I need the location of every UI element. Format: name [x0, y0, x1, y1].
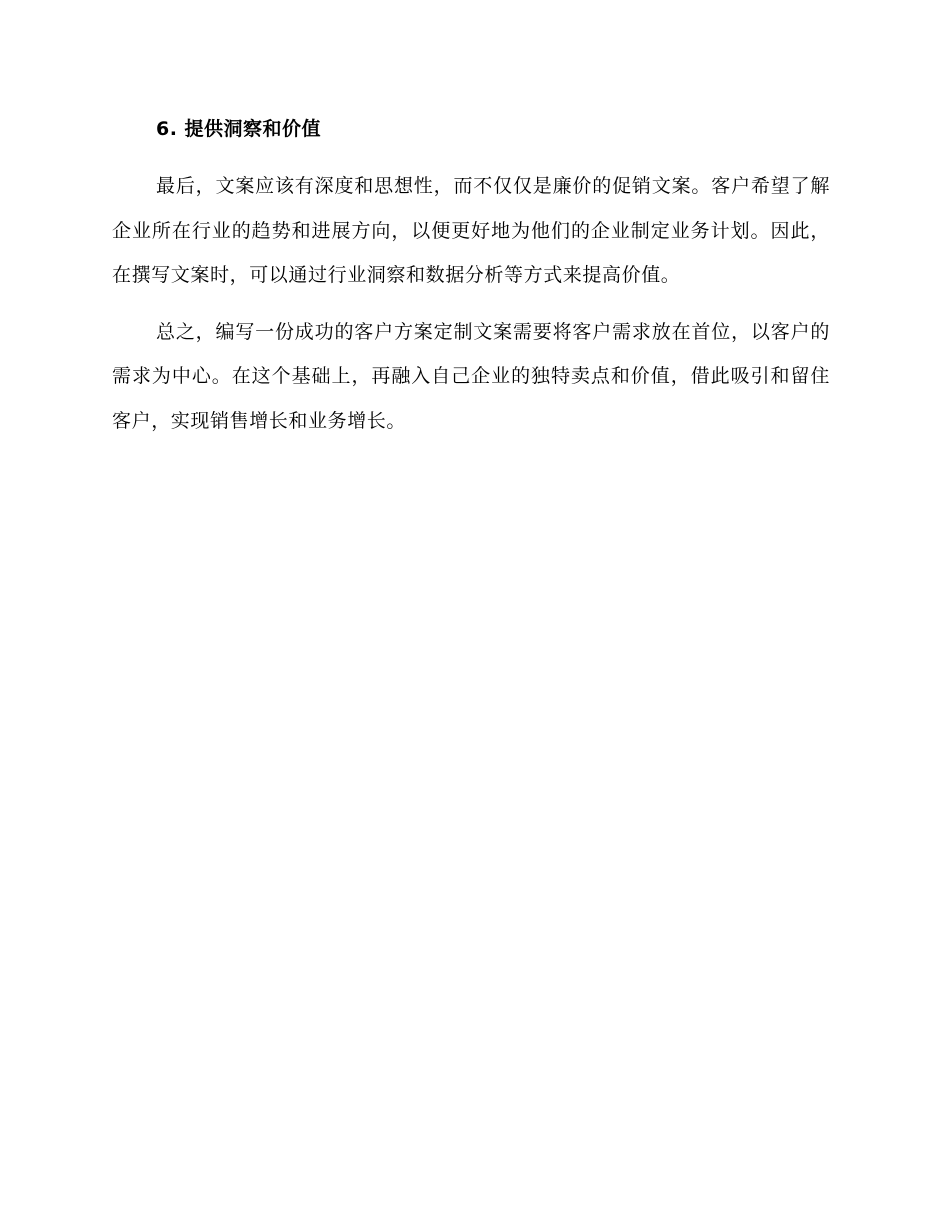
section-heading: 6. 提供洞察和价值 [156, 118, 322, 140]
paragraph-conclusion: 总之，编写一份成功的客户方案定制文案需要将客户需求放在首位，以客户的需求为中心。在这个基础上，再融入自己企业的独特卖点和价值，借此吸引和留住客户，实现销售增长和业务增长。 [112, 320, 830, 432]
paragraph-insight-value: 最后，文案应该有深度和思想性，而不仅仅是廉价的促销文案。客户希望了解企业所在行业的趋势和进展方向，以便更好地为他们的企业制定业务计划。因此，在撰写文案时，可以通过行业洞察和数据分析等方式来提高价值。 [112, 175, 830, 286]
document-body [112, 114, 830, 455]
